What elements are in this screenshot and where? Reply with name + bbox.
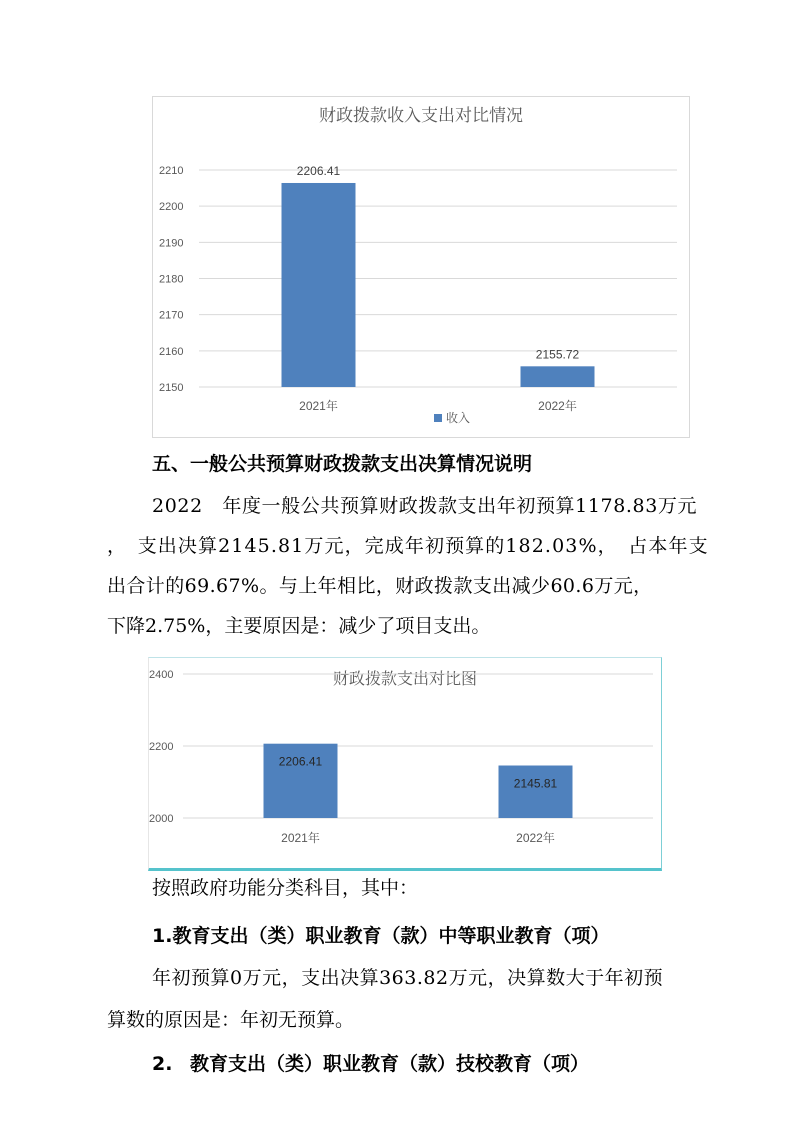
income-expense-chart (152, 96, 690, 438)
y-tick-label: 2170 (159, 309, 184, 322)
category-label: 2021年 (281, 831, 320, 845)
data-label: 2206.41 (278, 754, 323, 769)
y-tick-label: 2150 (159, 382, 184, 394)
item2-heading: 教育支出（类）职业教育（款）技校教育（项） (190, 1053, 590, 1075)
chart-title: 财政拨款支出对比图 (332, 671, 478, 688)
y-tick-label: 2000 (149, 813, 174, 825)
income-expense-chart-svg (153, 97, 689, 437)
paragraph-line: 2022 年度一般公共预算财政拨款支出年初预算1178.83万元 (152, 495, 698, 517)
y-tick-label: 2400 (149, 669, 174, 681)
bar (282, 183, 356, 387)
legend-label: 收入 (446, 411, 471, 425)
y-tick-label: 2190 (159, 237, 184, 250)
paragraph-line: 年初预算0万元，支出决算363.82万元，决算数大于年初预 (152, 967, 664, 989)
y-tick-label: 2180 (159, 273, 184, 286)
classification-intro: 按照政府功能分类科目，其中： (152, 877, 419, 899)
y-tick-label: 2160 (159, 345, 184, 358)
category-label: 2021年 (299, 399, 338, 413)
category-label: 2022年 (538, 399, 577, 413)
item2-number: 2. (152, 1053, 173, 1075)
paragraph-line: 算数的原因是：年初无预算。 (107, 1009, 355, 1031)
expense-comparison-chart-svg (149, 658, 661, 868)
section-heading: 五、一般公共预算财政拨款支出决算情况说明 (152, 453, 533, 475)
legend-swatch (434, 414, 442, 422)
y-tick-label: 2200 (149, 741, 174, 753)
bar (499, 766, 573, 818)
expense-comparison-chart (148, 657, 662, 871)
y-tick-label: 2200 (159, 201, 184, 214)
paragraph-line: ， 支出决算2145.81万元，完成年初预算的182.03%， 占本年支 (107, 535, 709, 557)
paragraph-line: 出合计的69.67%。与上年相比，财政拨款支出减少60.6万元， (107, 575, 653, 597)
data-label: 2145.81 (513, 776, 558, 791)
data-label: 2155.72 (535, 347, 580, 362)
category-label: 2022年 (516, 831, 555, 845)
paragraph-line: 下降2.75%，主要原因是：减少了项目支出。 (107, 615, 491, 637)
bar (521, 366, 595, 387)
item1-heading: 1.教育支出（类）职业教育（款）中等职业教育（项） (152, 925, 610, 947)
chart-title: 财政拨款收入支出对比情况 (319, 106, 523, 125)
y-tick-label: 2210 (159, 165, 184, 177)
data-label: 2206.41 (296, 163, 341, 178)
